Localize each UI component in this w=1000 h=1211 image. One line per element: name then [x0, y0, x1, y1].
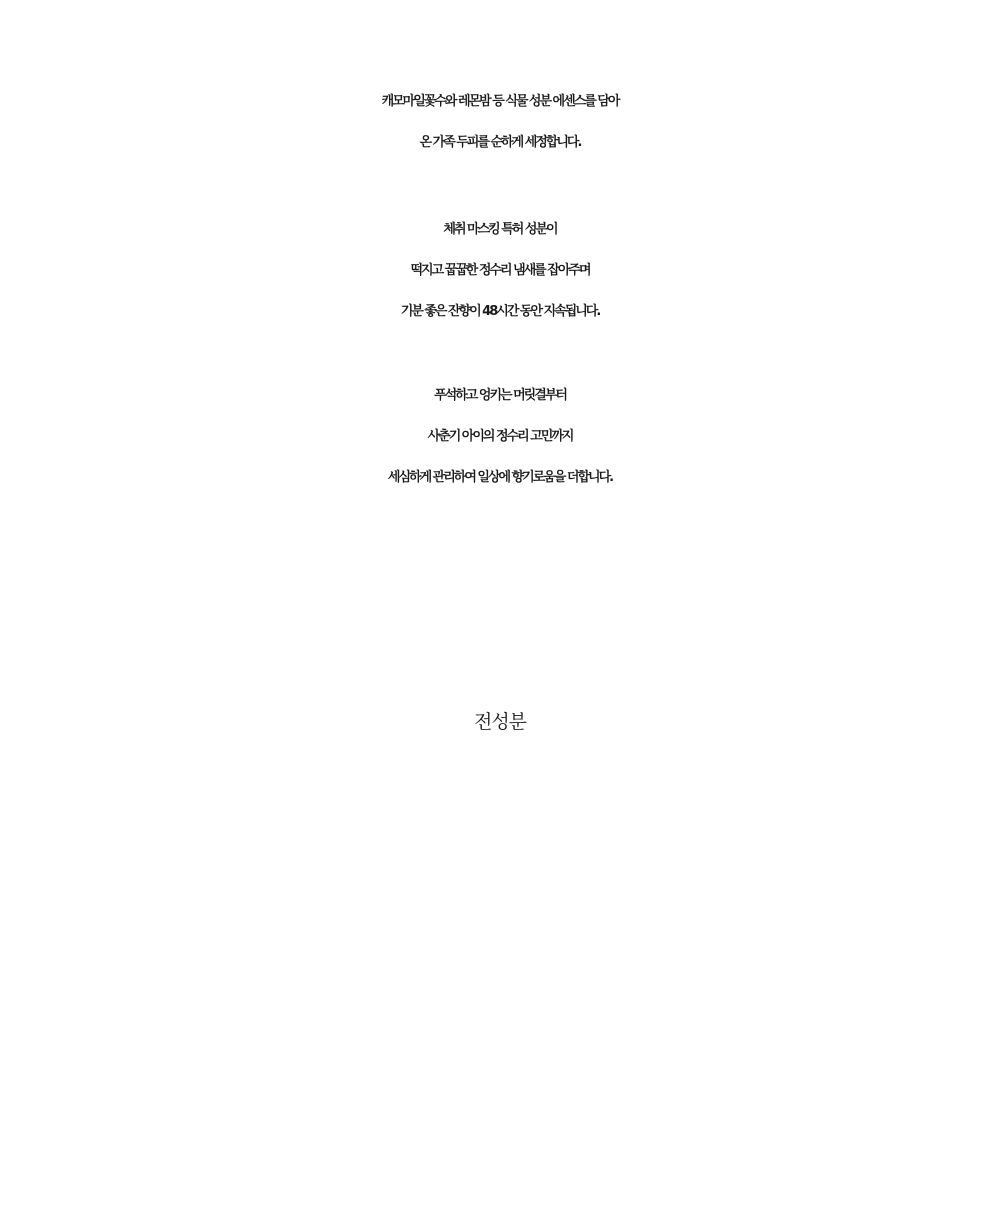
care-line-2: 사춘기 아이의 정수리 고민까지 [427, 429, 573, 444]
ingredients-line-3 [0, 824, 1000, 862]
care-line-1: 푸석하고 엉키는 머릿결부터 [434, 388, 566, 403]
ingredients-line-8 [0, 1013, 1000, 1051]
ingredients-line-6 [0, 938, 1000, 976]
benefit-line-3: 기분 좋은 잔향이 48시간 동안 지속됩니다. [400, 304, 600, 319]
ingredients-line-2 [0, 787, 1000, 825]
benefit-line-1: 체취 마스킹 특허 성분이 [443, 222, 557, 237]
ingredients-line-1 [0, 749, 1000, 787]
care-copy [0, 375, 1000, 498]
intro-line-2: 온 가족 두피를 순하게 세정합니다. [419, 135, 581, 150]
intro-line-1: 캐모마일꽃수와 레몬밤 등 식물 성분 에센스를 담아 [381, 94, 619, 109]
care-line-3: 세심하게 관리하여 일상에 향기로움을 더합니다. [387, 470, 613, 485]
ingredients-line-5 [0, 900, 1000, 938]
benefit-line-2: 떡지고 꿉꿉한 정수리 냄새를 잡아주며 [410, 263, 590, 278]
ingredients-section [0, 707, 1000, 1088]
benefit-copy [0, 209, 1000, 332]
intro-copy [0, 81, 1000, 163]
ingredients-line-7 [0, 975, 1000, 1013]
ingredients-line-4 [0, 862, 1000, 900]
ingredients-line-9 [0, 1051, 1000, 1089]
ingredients-title: 전성분 [473, 711, 527, 733]
